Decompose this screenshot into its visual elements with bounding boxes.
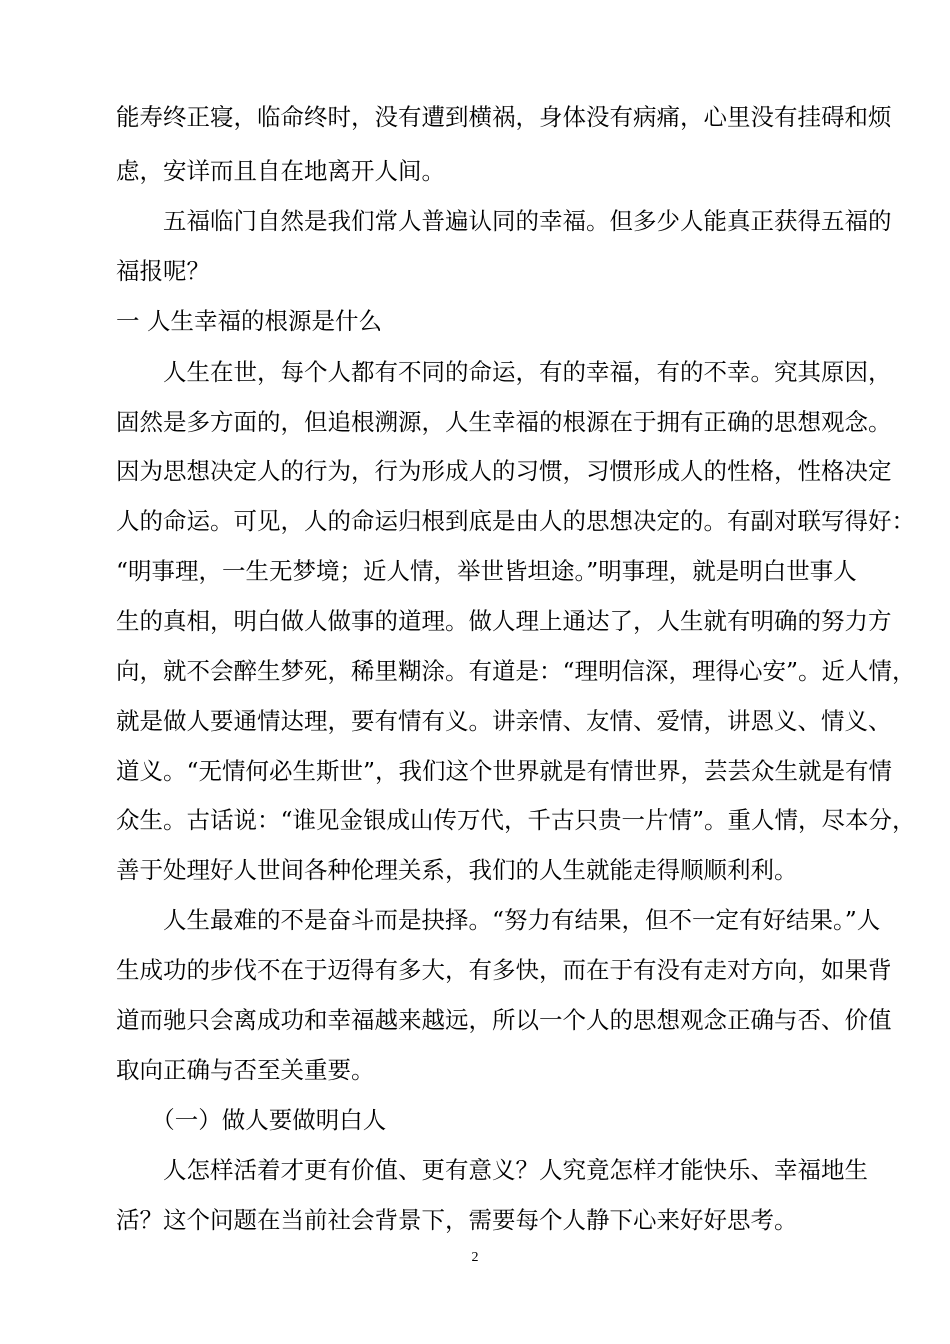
section-heading: 一 人生幸福的根源是什么 <box>116 307 382 335</box>
text-line: 道而驰只会离成功和幸福越来越远，所以一个人的思想观念正确与否、价值 <box>116 1006 892 1034</box>
subsection-heading: （一）做人要做明白人 <box>116 1106 387 1134</box>
text-line: 因为思想决定人的行为，行为形成人的习惯，习惯形成人的性格，性格决定 <box>116 457 892 485</box>
text-line: 取向正确与否至关重要。 <box>116 1056 375 1084</box>
text-line: 生成功的步伐不在于迈得有多大，有多快，而在于有没有走对方向，如果背 <box>116 956 892 984</box>
text-line: 福报呢？ <box>116 257 210 285</box>
text-line: 能寿终正寝，临命终时，没有遭到横祸，身体没有病痛，心里没有挂碍和烦 <box>116 103 892 131</box>
text-line: 众生。古话说：“谁见金银成山传万代，千古只贵一片情”。重人情，尽本分， <box>116 806 916 834</box>
text-line: 人怎样活着才更有价值、更有意义？人究竟怎样才能快乐、幸福地生 <box>116 1156 868 1184</box>
text-line: 五福临门自然是我们常人普遍认同的幸福。但多少人能真正获得五福的 <box>116 207 892 235</box>
text-line: 生的真相，明白做人做事的道理。做人理上通达了，人生就有明确的努力方 <box>116 607 892 635</box>
text-line: 活？这个问题在当前社会背景下，需要每个人静下心来好好思考。 <box>116 1206 798 1234</box>
text-line: 固然是多方面的，但追根溯源，人生幸福的根源在于拥有正确的思想观念。 <box>116 408 892 436</box>
page-number: 2 <box>471 1250 479 1265</box>
text-line: 人生在世，每个人都有不同的命运，有的幸福，有的不幸。究其原因， <box>116 358 892 386</box>
text-line: 虑，安详而且自在地离开人间。 <box>116 157 445 185</box>
text-line: 善于处理好人世间各种伦理关系，我们的人生就能走得顺顺利利。 <box>116 856 798 884</box>
text-line: 人生最难的不是奋斗而是抉择。“努力有结果，但不一定有好结果。”人 <box>116 906 881 934</box>
text-line: 就是做人要通情达理，要有情有义。讲亲情、友情、爱情，讲恩义、情义、 <box>116 707 892 735</box>
text-line: 人的命运。可见，人的命运归根到底是由人的思想决定的。有副对联写得好： <box>116 507 915 535</box>
text-line: “明事理，一生无梦境；近人情，举世皆坦途。”明事理，就是明白世事人 <box>116 557 857 585</box>
text-line: 道义。“无情何必生斯世”，我们这个世界就是有情世界，芸芸众生就是有情 <box>116 757 893 785</box>
text-line: 向，就不会醉生梦死，稀里糊涂。有道是：“理明信深，理得心安”。近人情， <box>116 657 916 685</box>
